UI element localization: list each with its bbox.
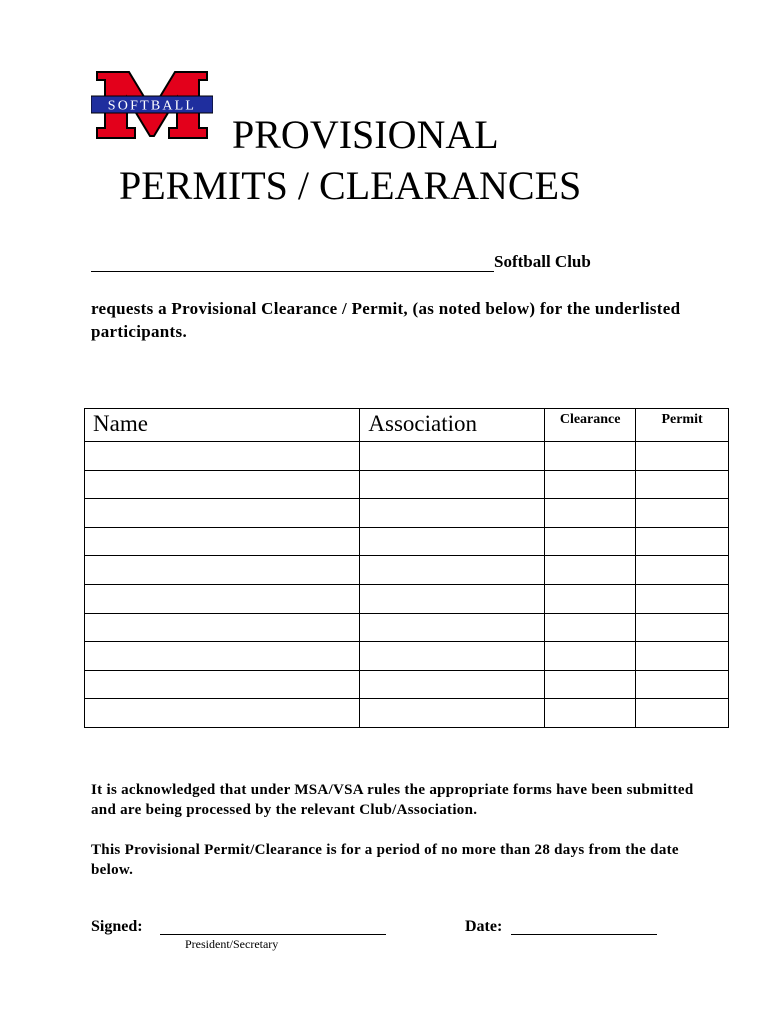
permit-cell[interactable] <box>636 556 729 585</box>
club-name-row <box>91 252 591 272</box>
association-cell[interactable] <box>360 584 545 613</box>
table-row <box>85 527 729 556</box>
name-cell[interactable] <box>85 442 360 471</box>
table-row <box>85 470 729 499</box>
clearance-cell[interactable] <box>545 442 636 471</box>
name-cell[interactable] <box>85 642 360 671</box>
club-label: Softball Club <box>494 252 591 271</box>
clearance-cell[interactable] <box>545 470 636 499</box>
clearance-cell[interactable] <box>545 527 636 556</box>
signatory-role-label: President/Secretary <box>185 937 279 951</box>
softball-m-logo <box>91 66 213 142</box>
signature-field[interactable] <box>160 934 386 935</box>
association-cell[interactable] <box>360 613 545 642</box>
permit-cell[interactable] <box>636 470 729 499</box>
date-label: Date: <box>465 918 503 935</box>
clearance-cell[interactable] <box>545 642 636 671</box>
name-cell[interactable] <box>85 584 360 613</box>
header-name: Name <box>85 409 360 442</box>
acknowledgement-text: It is acknowledged that under MSA/VSA rules the appropriate forms have been submitted and are being processed by the relevant Club/Association. <box>91 782 694 818</box>
table-row <box>85 699 729 728</box>
table-row <box>85 556 729 585</box>
page-title-line2: PERMITS / CLEARANCES <box>119 163 582 208</box>
association-cell[interactable] <box>360 442 545 471</box>
header-clearance: Clearance <box>545 409 636 442</box>
association-cell[interactable] <box>360 699 545 728</box>
date-field[interactable] <box>511 934 657 935</box>
table-row <box>85 642 729 671</box>
page-title-line1: PROVISIONAL <box>232 112 499 157</box>
association-cell[interactable] <box>360 556 545 585</box>
header-association: Association <box>360 409 545 442</box>
association-cell[interactable] <box>360 642 545 671</box>
table-row <box>85 584 729 613</box>
clearance-cell[interactable] <box>545 670 636 699</box>
permit-cell[interactable] <box>636 584 729 613</box>
signed-label: Signed: <box>91 918 143 935</box>
permit-cell[interactable] <box>636 499 729 528</box>
name-cell[interactable] <box>85 670 360 699</box>
permit-cell[interactable] <box>636 442 729 471</box>
club-name-field[interactable] <box>91 271 494 272</box>
name-cell[interactable] <box>85 699 360 728</box>
clearance-cell[interactable] <box>545 584 636 613</box>
name-cell[interactable] <box>85 470 360 499</box>
participants-table <box>84 408 729 728</box>
association-cell[interactable] <box>360 670 545 699</box>
logo-band-text: SOFTBALL <box>107 98 197 114</box>
permit-cell[interactable] <box>636 699 729 728</box>
request-text: requests a Provisional Clearance / Permit, (as noted below) for the underlisted participants. <box>91 299 681 341</box>
name-cell[interactable] <box>85 556 360 585</box>
name-cell[interactable] <box>85 499 360 528</box>
permit-cell[interactable] <box>636 642 729 671</box>
period-text: This Provisional Permit/Clearance is for a period of no more than 28 days from the date below. <box>91 842 679 878</box>
association-cell[interactable] <box>360 527 545 556</box>
permit-cell[interactable] <box>636 527 729 556</box>
permit-cell[interactable] <box>636 670 729 699</box>
table-row <box>85 613 729 642</box>
table-header-row <box>85 409 729 442</box>
association-cell[interactable] <box>360 499 545 528</box>
clearance-cell[interactable] <box>545 556 636 585</box>
clearance-cell[interactable] <box>545 499 636 528</box>
table-row <box>85 499 729 528</box>
table-row <box>85 670 729 699</box>
association-cell[interactable] <box>360 470 545 499</box>
name-cell[interactable] <box>85 613 360 642</box>
permit-cell[interactable] <box>636 613 729 642</box>
clearance-cell[interactable] <box>545 613 636 642</box>
clearance-cell[interactable] <box>545 699 636 728</box>
table-row <box>85 442 729 471</box>
name-cell[interactable] <box>85 527 360 556</box>
header-permit: Permit <box>636 409 729 442</box>
